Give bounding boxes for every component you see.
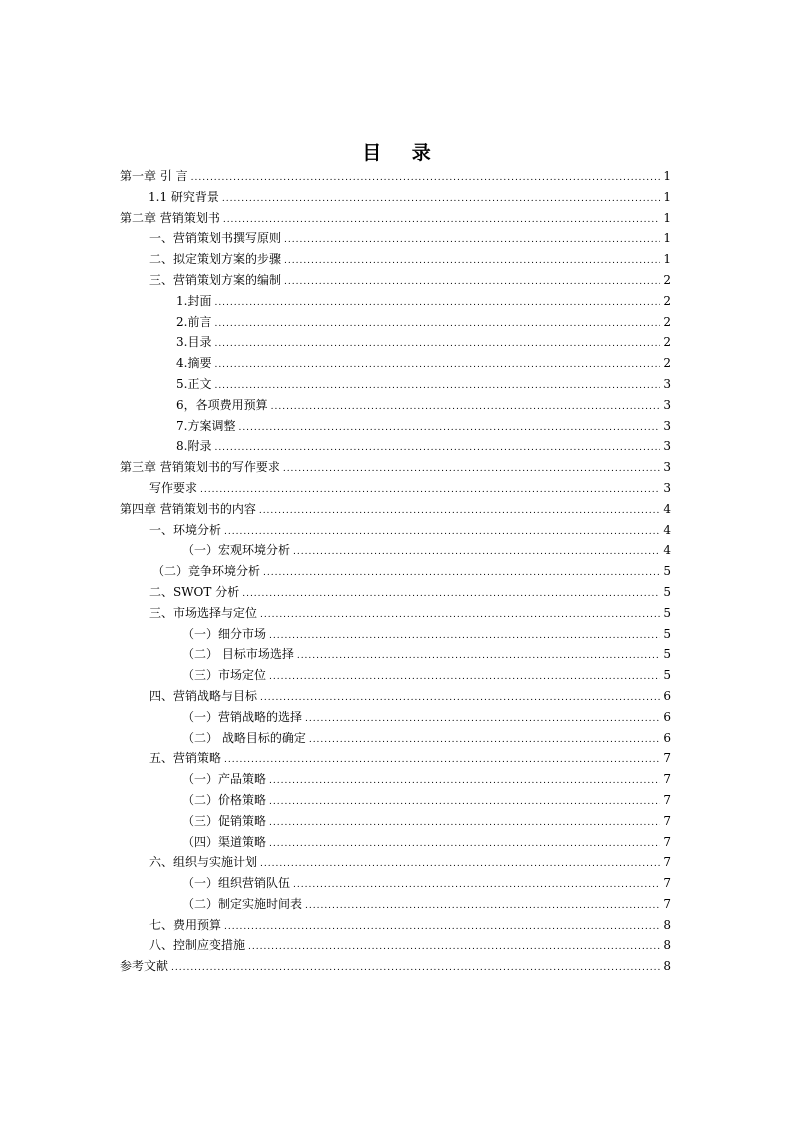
toc-entry-page: 5 xyxy=(663,626,671,641)
toc-title: 目 录 xyxy=(362,142,443,164)
leader-dots xyxy=(223,210,661,231)
toc-entry-label: （二） 战略目标的确定 xyxy=(182,730,306,745)
toc-entry-label: 6，各项费用预算 xyxy=(176,397,268,412)
toc-entry-label: 八、控制应变措施 xyxy=(149,938,246,953)
toc-entry-page: 6 xyxy=(663,688,671,703)
toc-entry-page: 3 xyxy=(663,439,671,454)
toc-entry-page: 2 xyxy=(663,314,671,329)
toc-entry-page: 1 xyxy=(663,210,671,225)
leader-dots xyxy=(242,584,660,605)
toc-entry-label: （一）产品策略 xyxy=(182,772,267,787)
toc-entry[interactable] xyxy=(120,353,671,374)
toc-entry[interactable] xyxy=(120,707,671,728)
leader-dots xyxy=(214,376,660,397)
toc-entry-label: 1.1 研究背景 xyxy=(148,189,219,204)
toc-entry-page: 3 xyxy=(663,376,671,391)
toc-entry-page: 3 xyxy=(663,460,671,475)
toc-entry-label: 1.封面 xyxy=(176,293,212,308)
toc-entry-label: 第四章 营销策划书的内容 xyxy=(120,501,256,516)
toc-entry-label: 7.方案调整 xyxy=(176,418,236,433)
toc-entry[interactable] xyxy=(120,644,671,665)
toc-entry[interactable] xyxy=(120,561,671,582)
toc-entry-label: 参考文献 xyxy=(120,959,169,974)
toc-entry[interactable] xyxy=(120,603,671,624)
toc-entry[interactable] xyxy=(120,665,671,686)
toc-entry[interactable] xyxy=(120,520,671,541)
toc-entry-label: 三、市场选择与定位 xyxy=(149,605,258,620)
toc-entry-label: 4.摘要 xyxy=(176,356,212,371)
toc-entry[interactable] xyxy=(120,374,671,395)
leader-dots xyxy=(224,917,660,938)
table-of-contents xyxy=(120,166,671,977)
toc-entry-page: 3 xyxy=(663,480,671,495)
toc-entry-page: 7 xyxy=(663,813,671,828)
toc-entry-page: 7 xyxy=(663,772,671,787)
toc-entry[interactable] xyxy=(120,270,671,291)
toc-entry-label: （三）市场定位 xyxy=(182,668,267,683)
toc-entry-label: （一）营销战略的选择 xyxy=(182,709,303,724)
toc-entry[interactable] xyxy=(120,187,671,208)
leader-dots xyxy=(269,834,660,855)
toc-entry-label: 六、组织与实施计划 xyxy=(149,855,258,870)
leader-dots xyxy=(224,750,660,771)
toc-entry[interactable] xyxy=(120,894,671,915)
toc-entry-label: 四、营销战略与目标 xyxy=(149,688,258,703)
leader-dots xyxy=(297,646,661,667)
toc-entry-label: 七、费用预算 xyxy=(149,917,222,932)
leader-dots xyxy=(214,293,660,314)
leader-dots xyxy=(283,459,661,480)
toc-entry-label: （四）渠道策略 xyxy=(182,834,267,849)
leader-dots xyxy=(305,709,660,730)
leader-dots xyxy=(269,667,660,688)
toc-entry-page: 7 xyxy=(663,834,671,849)
toc-entry-page: 7 xyxy=(663,751,671,766)
toc-entry[interactable] xyxy=(120,935,671,956)
toc-entry-label: 第三章 营销策划书的写作要求 xyxy=(120,460,280,475)
toc-entry-page: 5 xyxy=(663,564,671,579)
toc-entry-page: 4 xyxy=(663,522,671,537)
leader-dots xyxy=(259,501,661,522)
toc-entry-page: 6 xyxy=(663,709,671,724)
toc-entry-label: （二）价格策略 xyxy=(182,792,267,807)
toc-entry-page: 5 xyxy=(663,584,671,599)
toc-entry[interactable] xyxy=(120,769,671,790)
toc-entry-page: 1 xyxy=(663,189,671,204)
toc-entry[interactable] xyxy=(120,873,671,894)
toc-entry-page: 8 xyxy=(663,938,671,953)
leader-dots xyxy=(293,875,660,896)
toc-entry-page: 5 xyxy=(663,647,671,662)
toc-entry-page: 1 xyxy=(663,169,671,183)
toc-entry[interactable] xyxy=(120,332,671,353)
toc-entry-page: 3 xyxy=(663,397,671,412)
leader-dots xyxy=(269,813,660,834)
toc-entry-label: （二）竞争环境分析 xyxy=(152,564,261,579)
toc-entry-page: 1 xyxy=(663,231,671,246)
leader-dots xyxy=(269,792,660,813)
leader-dots xyxy=(293,542,660,563)
toc-entry-page: 3 xyxy=(663,418,671,433)
toc-entry[interactable] xyxy=(120,686,671,707)
leader-dots xyxy=(224,522,660,543)
toc-entry[interactable] xyxy=(120,915,671,936)
toc-entry-page: 1 xyxy=(663,252,671,267)
leader-dots xyxy=(260,605,660,626)
toc-entry[interactable] xyxy=(120,956,671,977)
toc-entry-page: 7 xyxy=(663,792,671,807)
toc-entry-page: 5 xyxy=(663,668,671,683)
toc-entry-page: 4 xyxy=(663,501,671,516)
leader-dots xyxy=(284,251,660,272)
leader-dots xyxy=(305,896,660,917)
leader-dots xyxy=(214,438,660,459)
toc-entry[interactable] xyxy=(120,748,671,769)
leader-dots xyxy=(260,854,660,875)
toc-entry[interactable] xyxy=(120,790,671,811)
toc-entry[interactable] xyxy=(120,540,671,561)
leader-dots xyxy=(191,168,661,189)
toc-entry-label: 五、营销策略 xyxy=(149,751,222,766)
toc-entry-label: 第二章 营销策划书 xyxy=(120,210,220,225)
toc-entry-label: （一）组织营销队伍 xyxy=(182,876,291,891)
toc-entry-label: 写作要求 xyxy=(149,480,198,495)
toc-entry-page: 7 xyxy=(663,855,671,870)
toc-entry[interactable] xyxy=(120,457,671,478)
toc-entry-page: 6 xyxy=(663,730,671,745)
leader-dots xyxy=(269,626,660,647)
leader-dots xyxy=(214,334,660,355)
leader-dots xyxy=(269,771,660,792)
toc-entry-label: 一、营销策划书撰写原则 xyxy=(149,231,282,246)
toc-entry-label: 三、营销策划方案的编制 xyxy=(149,272,282,287)
toc-entry-label: （一）宏观环境分析 xyxy=(182,543,291,558)
toc-entry-label: （二）制定实施时间表 xyxy=(182,896,303,911)
toc-entry-page: 2 xyxy=(663,293,671,308)
toc-entry-label: 2.前言 xyxy=(176,314,212,329)
leader-dots xyxy=(271,397,661,418)
toc-entry[interactable] xyxy=(120,478,671,499)
toc-entry-page: 2 xyxy=(663,272,671,287)
toc-entry[interactable] xyxy=(120,208,671,229)
toc-entry-label: 3.目录 xyxy=(176,335,212,350)
leader-dots xyxy=(200,480,660,501)
toc-entry[interactable] xyxy=(120,291,671,312)
leader-dots xyxy=(214,314,660,335)
leader-dots xyxy=(171,958,660,979)
toc-entry[interactable] xyxy=(120,728,671,749)
leader-dots xyxy=(248,937,660,958)
toc-entry[interactable] xyxy=(120,166,671,187)
leader-dots xyxy=(309,730,661,751)
toc-entry-page: 8 xyxy=(663,959,671,974)
leader-dots xyxy=(284,272,660,293)
toc-entry-label: （三）促销策略 xyxy=(182,813,267,828)
toc-entry-label: 第一章 引 言 xyxy=(120,169,188,183)
toc-entry-page: 5 xyxy=(663,605,671,620)
toc-entry-label: （二） 目标市场选择 xyxy=(182,647,294,662)
toc-entry[interactable] xyxy=(120,436,671,457)
toc-entry-label: （一）细分市场 xyxy=(182,626,267,641)
toc-entry[interactable] xyxy=(120,395,671,416)
toc-entry[interactable] xyxy=(120,852,671,873)
toc-entry[interactable] xyxy=(120,312,671,333)
leader-dots xyxy=(260,688,660,709)
leader-dots xyxy=(284,230,660,251)
toc-entry-label: 一、环境分析 xyxy=(149,522,222,537)
toc-entry[interactable] xyxy=(120,624,671,645)
toc-entry[interactable] xyxy=(120,228,671,249)
toc-entry-page: 4 xyxy=(663,543,671,558)
toc-entry-page: 7 xyxy=(663,876,671,891)
leader-dots xyxy=(214,355,660,376)
toc-entry-page: 2 xyxy=(663,356,671,371)
leader-dots xyxy=(263,563,660,584)
toc-entry-label: 二、SWOT 分析 xyxy=(149,584,240,599)
toc-entry[interactable] xyxy=(120,582,671,603)
toc-entry-label: 8.附录 xyxy=(176,439,212,454)
toc-entry-label: 二、拟定策划方案的步骤 xyxy=(149,252,282,267)
toc-entry[interactable] xyxy=(120,249,671,270)
toc-entry[interactable] xyxy=(120,811,671,832)
toc-entry-page: 8 xyxy=(663,917,671,932)
leader-dots xyxy=(238,418,660,439)
toc-entry[interactable] xyxy=(120,499,671,520)
toc-entry[interactable] xyxy=(120,416,671,437)
toc-entry-label: 5.正文 xyxy=(176,376,212,391)
toc-entry-page: 2 xyxy=(663,335,671,350)
toc-entry[interactable] xyxy=(120,832,671,853)
leader-dots xyxy=(222,189,660,210)
toc-entry-page: 7 xyxy=(663,896,671,911)
